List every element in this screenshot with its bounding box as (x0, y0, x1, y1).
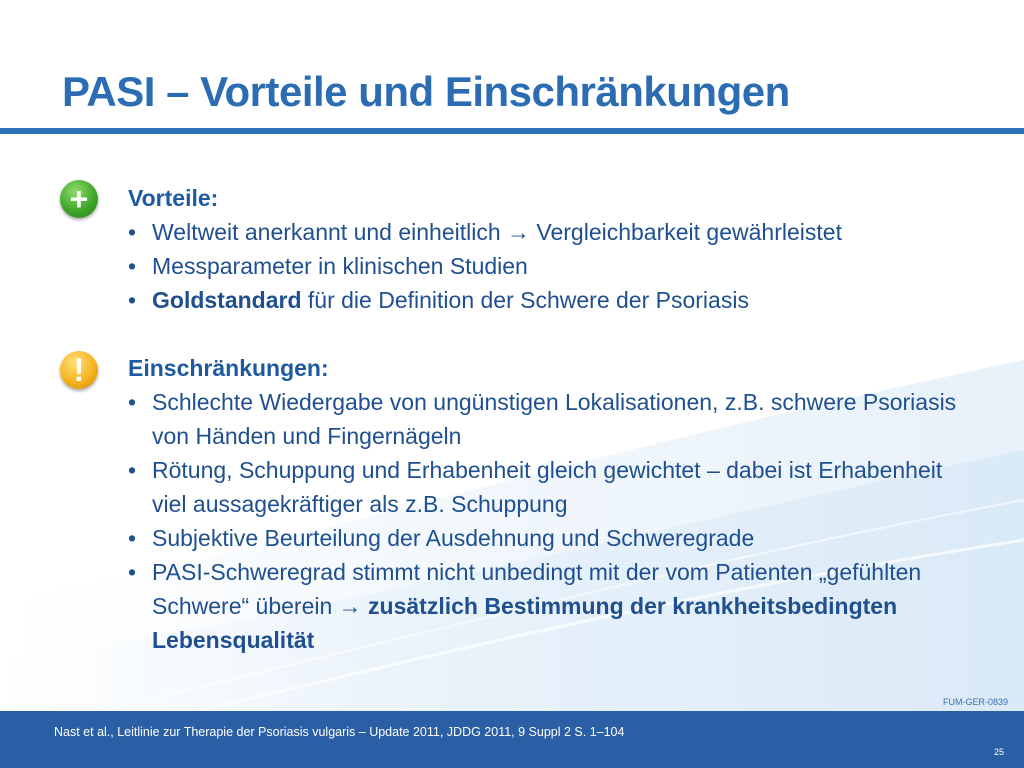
advantages-heading: Vorteile: (128, 185, 219, 211)
page-number: 25 (993, 747, 1004, 757)
list-item-text: für die Definition der Schwere der Psoriasis (301, 287, 749, 313)
limitations-heading: Einschränkungen: (128, 355, 329, 381)
advantages-list (128, 215, 968, 317)
limitations-list (128, 385, 968, 657)
list-item-text: Weltweit anerkannt und einheitlich → Vergleichbarkeit gewährleistet (152, 219, 842, 245)
footer-reference: Nast et al., Leitlinie zur Therapie der Psoriasis vulgaris – Update 2011, JDDG 2011, 9 Suppl 2 S. 1–104 (54, 725, 625, 739)
list-item-text: Messparameter in klinischen Studien (152, 253, 528, 279)
plus-icon (60, 180, 98, 218)
list-item: • Subjektive Beurteilung der Ausdehnung und Schweregrade (128, 525, 755, 551)
page-title: PASI – Vorteile und Einschränkungen (62, 68, 790, 115)
list-item: • Weltweit anerkannt und einheitlich → Vergleichbarkeit gewährleistet (128, 219, 842, 245)
footer-band (0, 711, 1024, 768)
warning-symbol: ! (73, 352, 85, 388)
list-item: • Goldstandard für die Definition der Schwere der Psoriasis (128, 287, 749, 313)
list-item-text: PASI-Schweregrad stimmt nicht unbedingt mit der vom Patienten „gefühlten Schwere“ überein (152, 559, 922, 619)
warning-icon (60, 351, 98, 389)
list-item-text: Subjektive Beurteilung der Ausdehnung und Schweregrade (152, 525, 755, 551)
list-item-text: Rötung, Schuppung und Erhabenheit gleich gewichtet – dabei ist Erhabenheit viel aussagekräftiger als z.B. Schuppung (152, 457, 943, 517)
quality-of-life-emphasis: → zusätzlich Bestimmung der krankheitsbedingten Lebensqualität (152, 593, 898, 653)
plus-symbol: + (69, 181, 89, 217)
document-code: FUM-GER-0839 (942, 697, 1008, 707)
title-divider (0, 128, 1024, 134)
list-item: • Messparameter in klinischen Studien (128, 253, 528, 279)
list-item: • Schlechte Wiedergabe von ungünstigen Lokalisationen, z.B. schwere Psoriasis von Händen und Fingernägeln (128, 389, 957, 449)
list-item: • PASI-Schweregrad stimmt nicht unbedingt mit der vom Patienten „gefühlten Schwere“ überein → zusätzlich Bestimmung der krankheitsbedingten Lebensqualität (128, 559, 922, 653)
gold-standard-emphasis: Goldstandard (152, 287, 302, 313)
list-item-text: Schlechte Wiedergabe von ungünstigen Lokalisationen, z.B. schwere Psoriasis von Händen und Fingernägeln (152, 389, 957, 449)
slide-content (128, 181, 968, 657)
list-item: • Rötung, Schuppung und Erhabenheit gleich gewichtet – dabei ist Erhabenheit viel aussagekräftiger als z.B. Schuppung (128, 457, 943, 517)
